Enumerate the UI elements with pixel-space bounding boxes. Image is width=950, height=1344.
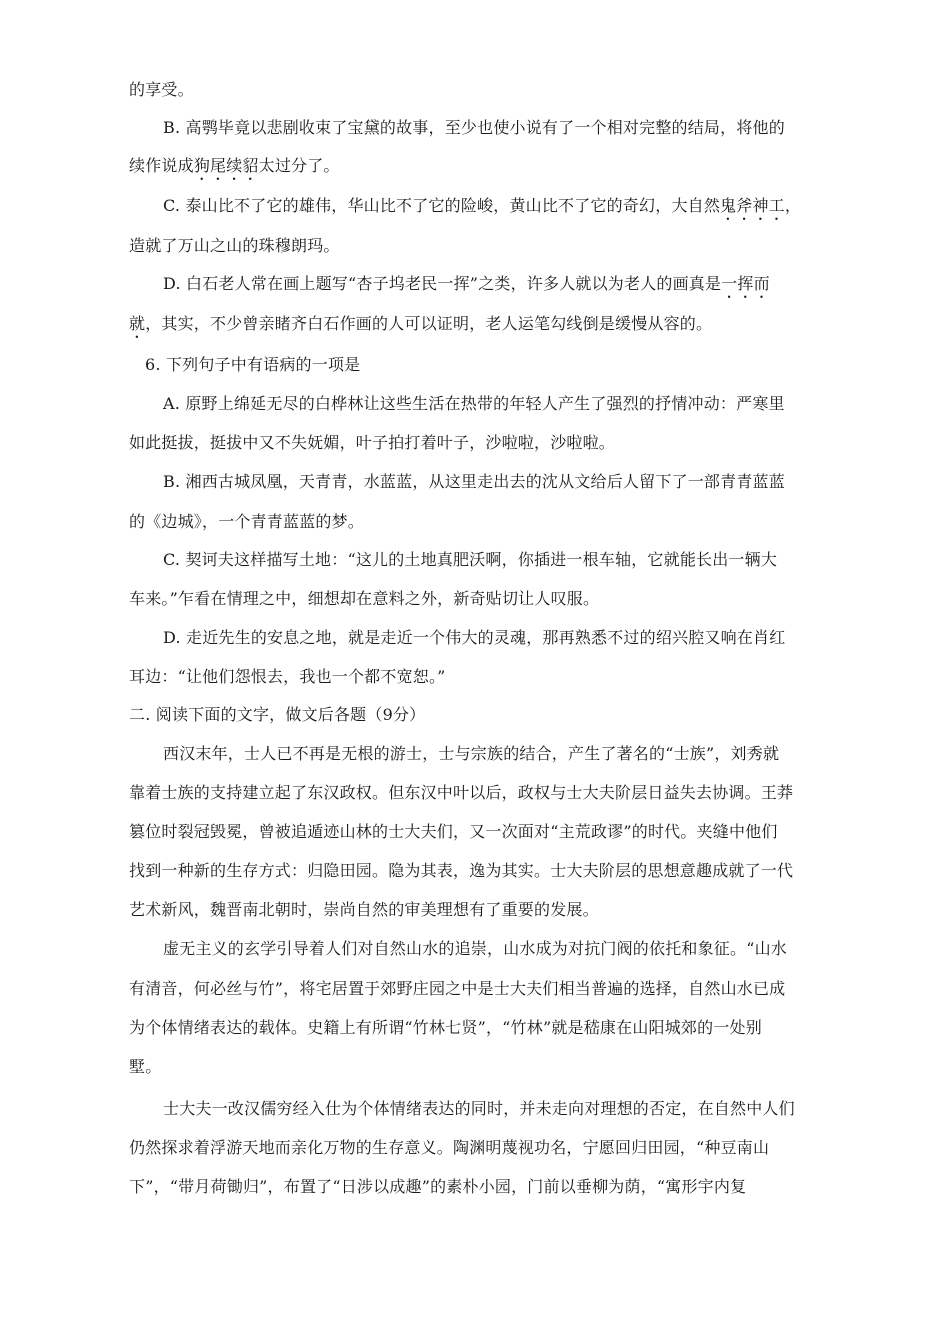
text-line: 耳边：“让他们怨恨去，我也一个都不宽恕。” <box>129 667 446 686</box>
emphasized-idiom: 就 <box>129 314 146 333</box>
text-segment: ， <box>784 196 802 215</box>
option-b-line: B. 高鹗毕竟以悲剧收束了宝黛的故事，至少也使小说有了一个相对完整的结局，将他的 <box>163 118 785 137</box>
text-segment: 续作说成 <box>129 156 194 175</box>
emphasized-idiom: 狗尾续貂 <box>193 156 259 175</box>
text-line <box>129 312 712 342</box>
text-line: 有清音，何必丝与竹”，将宅居置于郊野庄园之中是士大夫们相当普遍的选择，自然山水已成 <box>129 979 786 998</box>
text-line: 造就了万山之山的珠穆朗玛。 <box>129 236 340 255</box>
text-line: 篡位时裂冠毁冕，曾被追遁迹山林的士大夫们，又一次面对“主荒政谬”的时代。夹缝中他们 <box>129 822 778 841</box>
text-line: 车来。”乍看在情理之中，细想却在意料之外，新奇贴切让人叹服。 <box>129 589 600 608</box>
emphasized-idiom: 鬼斧神工 <box>720 196 785 215</box>
option-c-line: C. 契诃夫这样描写土地：“这儿的土地真肥沃啊，你插进一根车轴，它就能长出一辆大 <box>163 550 778 569</box>
text-segment: C. 泰山比不了它的雄伟，华山比不了它的险峻，黄山比不了它的奇幻，大自然 <box>163 196 721 215</box>
text-line <box>129 154 340 184</box>
paragraph-start: 虚无主义的玄学引导着人们对自然山水的追崇，山水成为对抗门阀的依托和象征。“山水 <box>163 939 787 958</box>
section-heading: 二. 阅读下面的文字，做文后各题（9分） <box>129 705 426 724</box>
text-line: 靠着士族的支持建立起了东汉政权。但东汉中叶以后，政权与士大夫阶层日益失去协调。王莽 <box>129 783 794 802</box>
text-segment: D. 白石老人常在画上题写“杏子坞老民一挥”之类，许多人就以为老人的画真是 <box>163 274 722 293</box>
text-line: 仍然探求着浮游天地而亲化万物的生存意义。陶渊明蔑视功名，宁愿回归田园，“种豆南山 <box>129 1138 770 1157</box>
text-line: 的享受。 <box>129 80 194 99</box>
text-line: 如此挺拔，挺拔中又不失妩媚，叶子拍打着叶子，沙啦啦，沙啦啦。 <box>129 433 616 452</box>
text-line: 的《边城》，一个青青蓝蓝的梦。 <box>129 512 365 531</box>
option-d-line: D. 走近先生的安息之地，就是走近一个伟大的灵魂，那再熟悉不过的绍兴腔又响在肖红 <box>163 628 786 647</box>
text-line: 找到一种新的生存方式：归隐田园。隐为其表，逸为其实。士大夫阶层的思想意趣成就了一代 <box>129 861 794 880</box>
text-segment: 太过分了。 <box>258 156 340 175</box>
text-segment: ，其实，不少曾亲睹齐白石作画的人可以证明，老人运笔勾线倒是缓慢从容的。 <box>145 314 713 333</box>
text-line: 为个体情绪表达的载体。史籍上有所谓“竹林七贤”，“竹林”就是嵇康在山阳城郊的一处别 <box>129 1018 762 1037</box>
option-d-line <box>163 272 770 302</box>
text-line: 艺术新风，魏晋南北朝时，崇尚自然的审美理想有了重要的发展。 <box>129 900 599 919</box>
question-6-stem: 6. 下列句子中有语病的一项是 <box>145 355 361 374</box>
paragraph-start: 士大夫一改汉儒穷经入仕为个体情绪表达的同时，并未走向对理想的否定，在自然中人们 <box>163 1099 795 1118</box>
text-line: 墅。 <box>129 1057 162 1076</box>
emphasized-idiom: 一挥而 <box>721 274 770 293</box>
option-b-line: B. 湘西古城凤凰，天青青，水蓝蓝，从这里走出去的沈从文给后人留下了一部青青蓝蓝 <box>163 472 785 491</box>
paragraph-start: 西汉末年，士人已不再是无根的游士，士与宗族的结合，产生了著名的“士族”，刘秀就 <box>163 744 780 763</box>
option-c-line <box>163 194 801 224</box>
text-line: 下”，“带月荷锄归”，布置了“日涉以成趣”的素朴小园，门前以垂柳为荫，“寓形宇内复 <box>129 1177 747 1196</box>
option-a-line: A. 原野上绵延无尽的白桦林让这些生活在热带的年轻人产生了强烈的抒情冲动：严寒里 <box>163 394 785 413</box>
